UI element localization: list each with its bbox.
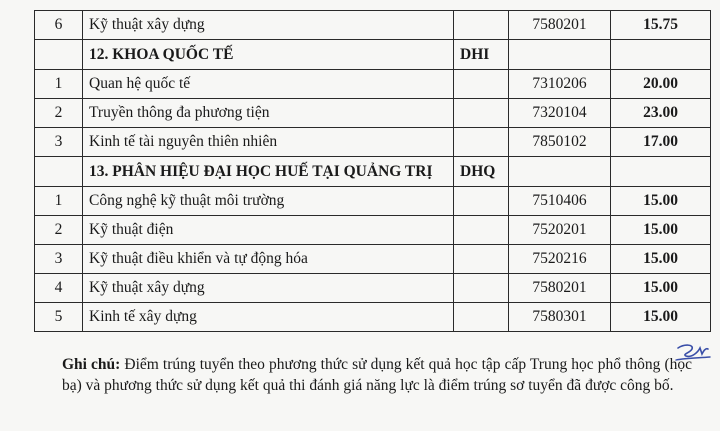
- score-cell: [611, 40, 711, 70]
- admission-score: 15.00: [611, 216, 711, 245]
- footnote: [62, 354, 692, 396]
- stt-cell: 3: [35, 128, 83, 157]
- faculty-code: DHI: [454, 40, 509, 70]
- table-row: [35, 216, 711, 245]
- faculty-code: DHQ: [454, 157, 509, 187]
- program-code: 7580301: [509, 303, 611, 332]
- admission-score: 17.00: [611, 128, 711, 157]
- footnote-text: Điểm trúng tuyển theo phương thức sử dụng kết quả học tập cấp Trung học phổ thông (học bạ) và phương thức sử dụng kết quả thi đánh giá năng lực là điểm trúng sơ tuyển đã được công bố.: [62, 356, 692, 394]
- faculty-header-row: [35, 157, 711, 187]
- stt-cell: 5: [35, 303, 83, 332]
- program-name: Quan hệ quốc tế: [83, 70, 454, 99]
- program-name: Kỹ thuật điện: [83, 216, 454, 245]
- program-name: Kỹ thuật xây dựng: [83, 274, 454, 303]
- stt-cell: 2: [35, 216, 83, 245]
- program-code: 7510406: [509, 187, 611, 216]
- group-code-cell: [454, 303, 509, 332]
- program-code: 7580201: [509, 11, 611, 40]
- table-row: [35, 274, 711, 303]
- admission-score: 20.00: [611, 70, 711, 99]
- program-name: Công nghệ kỹ thuật môi trường: [83, 187, 454, 216]
- group-code-cell: [454, 187, 509, 216]
- stt-cell: 4: [35, 274, 83, 303]
- table-body: [35, 11, 711, 332]
- group-code-cell: [454, 99, 509, 128]
- program-code: 7580201: [509, 274, 611, 303]
- program-code: 7310206: [509, 70, 611, 99]
- admission-score: 23.00: [611, 99, 711, 128]
- table-row: [35, 303, 711, 332]
- table-row: [35, 245, 711, 274]
- group-code-cell: [454, 216, 509, 245]
- table-row: [35, 99, 711, 128]
- admission-score: 15.00: [611, 274, 711, 303]
- stt-cell: [35, 157, 83, 187]
- faculty-title: 13. PHÂN HIỆU ĐẠI HỌC HUẾ TẠI QUẢNG TRỊ: [83, 157, 454, 187]
- program-code: 7520216: [509, 245, 611, 274]
- group-code-cell: [454, 274, 509, 303]
- stt-cell: 2: [35, 99, 83, 128]
- score-cell: [611, 157, 711, 187]
- admission-score: 15.75: [611, 11, 711, 40]
- program-code: 7850102: [509, 128, 611, 157]
- program-code: 7520201: [509, 216, 611, 245]
- faculty-title: 12. KHOA QUỐC TẾ: [83, 40, 454, 70]
- program-name: Kinh tế xây dựng: [83, 303, 454, 332]
- table-row: [35, 11, 711, 40]
- program-code: 7320104: [509, 99, 611, 128]
- table-row: [35, 70, 711, 99]
- group-code-cell: [454, 11, 509, 40]
- program-name: Kinh tế tài nguyên thiên nhiên: [83, 128, 454, 157]
- group-code-cell: [454, 245, 509, 274]
- stt-cell: 3: [35, 245, 83, 274]
- stt-cell: 6: [35, 11, 83, 40]
- admission-score: 15.00: [611, 245, 711, 274]
- stt-cell: [35, 40, 83, 70]
- group-code-cell: [454, 128, 509, 157]
- stt-cell: 1: [35, 70, 83, 99]
- program-name: Kỹ thuật xây dựng: [83, 11, 454, 40]
- code-cell: [509, 40, 611, 70]
- table-row: [35, 187, 711, 216]
- program-name: Kỹ thuật điều khiển và tự động hóa: [83, 245, 454, 274]
- table-row: [35, 128, 711, 157]
- admission-score: 15.00: [611, 303, 711, 332]
- faculty-header-row: [35, 40, 711, 70]
- program-name: Truyền thông đa phương tiện: [83, 99, 454, 128]
- stt-cell: 1: [35, 187, 83, 216]
- code-cell: [509, 157, 611, 187]
- group-code-cell: [454, 70, 509, 99]
- admission-score: 15.00: [611, 187, 711, 216]
- handwritten-initials-icon: [672, 340, 712, 368]
- admission-scores-table: [34, 10, 711, 332]
- footnote-label: Ghi chú:: [62, 356, 121, 373]
